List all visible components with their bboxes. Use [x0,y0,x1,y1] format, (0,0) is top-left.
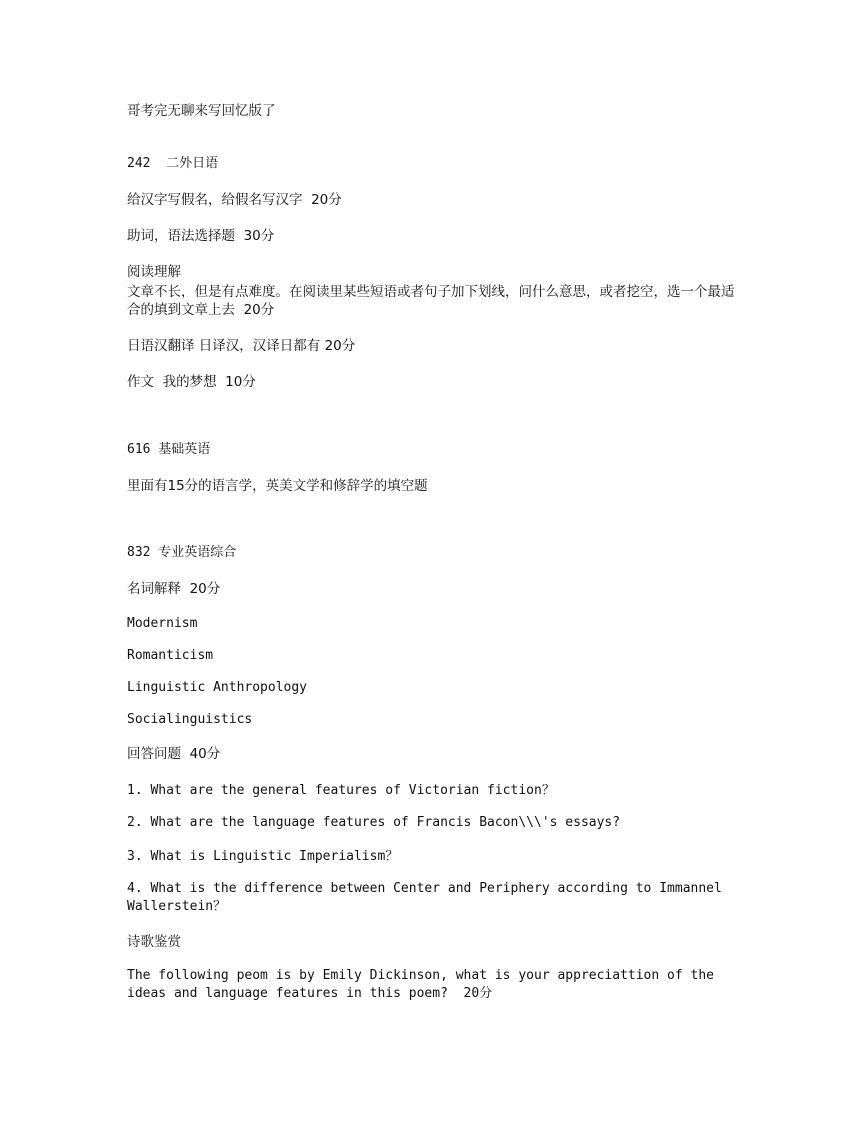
section-header-english-comprehensive: 832 专业英语综合 [127,545,237,560]
japanese-translation: 日语汉翻译 日译汉，汉译日都有 20分 [127,338,356,354]
terms-title: 名词解释 20分 [127,581,221,597]
qa-title: 回答问题 40分 [127,746,221,762]
term-item: Modernism [127,616,198,631]
reading-description: 文章不长，但是有点难度。在阅读里某些短语或者句子加下划线，问什么意思，或者挖空，选一个最适合的填到文章上去 20分 [127,284,735,318]
section-header-english-basic: 616 基础英语 [127,442,211,457]
english-basic-description: 里面有15分的语言学，英美文学和修辞学的填空题 [127,478,428,494]
japanese-composition: 作文 我的梦想 10分 [127,374,256,390]
intro-text: 哥考完无聊来写回忆版了 [127,103,276,119]
japanese-q1: 给汉字写假名，给假名写汉字 20分 [127,192,342,208]
question-item: 1. What are the general features of Victorian fiction？ [127,783,555,798]
term-item: Linguistic Anthropology [127,680,308,695]
reading-title: 阅读理解 [127,264,181,280]
japanese-q2: 助词，语法选择题 30分 [127,228,275,244]
term-item: Romanticism [127,648,214,663]
question-item: 2. What are the language features of Francis Bacon\\\'s essays? [127,815,621,830]
term-item: Socialinguistics [127,712,253,727]
question-item: 3. What is Linguistic Imperialism？ [127,849,399,864]
poetry-title: 诗歌鉴赏 [127,934,181,950]
poetry-question: The following peom is by Emily Dickinson, what is your appreciattion of the ideas and language features in this poem? 20分 [127,968,722,1001]
section-header-japanese: 242 二外日语 [127,156,219,171]
question-item: 4. What is the difference between Center and Periphery according to Immannel Wallerstein？ [127,881,730,914]
